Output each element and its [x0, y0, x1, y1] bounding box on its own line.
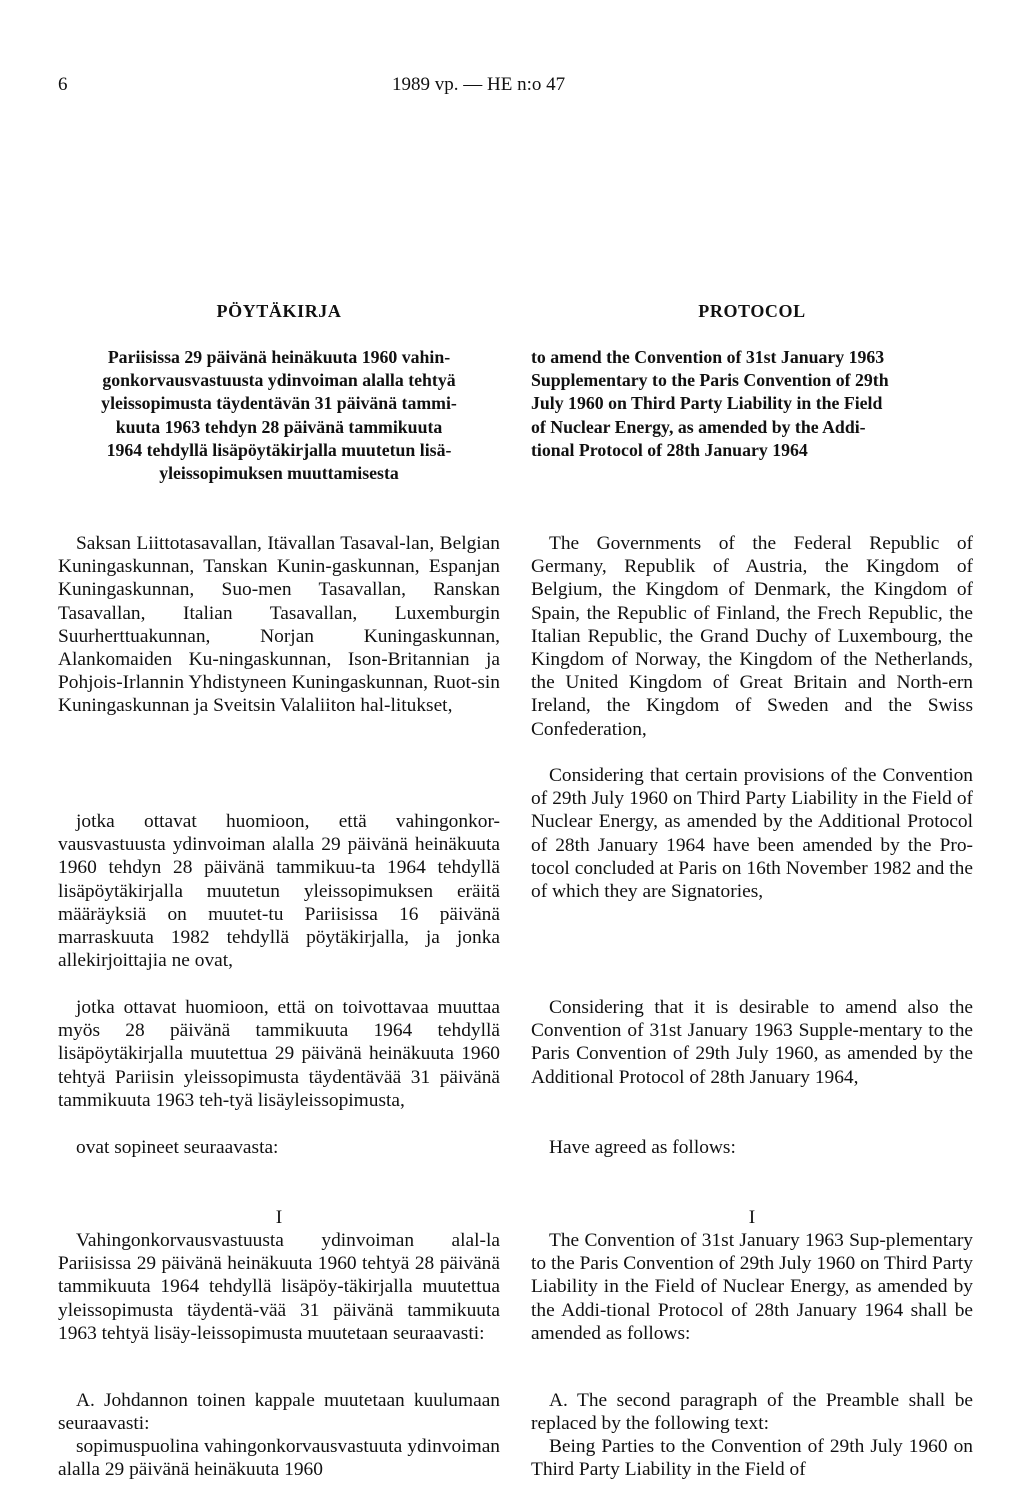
english-point-a: A. The second paragraph of the Preamble shall be replaced by the following text:	[531, 1390, 973, 1435]
english-subtitle-line: July 1960 on Third Party Liability in the Field	[531, 393, 883, 414]
finnish-subtitle-line: Pariisissa 29 päivänä heinäkuuta 1960 vahin-	[107, 347, 451, 367]
finnish-title: PÖYTÄKIRJA	[216, 301, 342, 321]
english-subtitle	[531, 346, 973, 532]
finnish-subtitle-line: kuuta 1963 tehdyn 28 päivänä tammikuuta	[115, 416, 443, 437]
english-column	[531, 300, 973, 1481]
english-article-number: I	[748, 1207, 756, 1228]
english-article-text: The Convention of 31st January 1963 Sup-plementary to the Paris Convention of 29th July 1960 on Third Party Liability in the Field of Nuclear Energy, as amended by the Addi-tional Protocol of 28th January 1964 shall be amended as follows:	[531, 1230, 973, 1344]
english-subtitle-line: of Nuclear Energy, as amended by the Addi-	[531, 416, 866, 437]
english-considering-2: Considering that it is desirable to amend also the Convention of 31st January 1963 Supple-mentary to the Paris Convention of 29th July 1960, as amended by the Additional Protocol of 28th January 1964,	[531, 997, 973, 1088]
page-header	[58, 74, 978, 104]
english-subtitle-line: to amend the Convention of 31st January 1963	[531, 347, 885, 367]
finnish-subtitle-line: yleissopimuksen muuttamisesta	[159, 463, 399, 484]
finnish-subtitle-line: 1964 tehdyllä lisäpöytäkirjalla muutetun lisä-	[106, 439, 452, 460]
english-point-a-text: Being Parties to the Convention of 29th July 1960 on Third Party Liability in the Field of	[531, 1436, 973, 1481]
english-parties: The Governments of the Federal Republic of Germany, Republik of Austria, the Kingdom of Belgium, the Kingdom of Denmark, the Kingdom of Spain, the Republic of Finland, the Frech Republic, the Italian Republic, the Grand Duchy of Luxembourg, the Kingdom of Norway, the Kingdom of the Netherlands, the United Kingdom of Great Britain and North-ern Ireland, the Kingdom of Sweden and the Swiss Confederation,	[531, 533, 973, 740]
finnish-article-number: I	[275, 1207, 283, 1228]
running-head: 1989 vp. — HE n:o 47	[392, 74, 566, 95]
finnish-article-text: Vahingonkorvausvastuusta ydinvoiman alal-la Pariisissa 29 päivänä heinäkuuta 1960 tehtyä 28 päivänä tammikuuta 1964 tehdyllä lisäpöy-täkirjalla muutettua yleissopimusta täydentä-vää 31 päivänä tammikuuta 1963 tehtyä lisäy-leissopimusta muutetaan seuraavasti:	[58, 1230, 500, 1344]
english-considering-1: Considering that certain provisions of the Convention of 29th July 1960 on Third Party Liability in the Field of Nuclear Energy, as amended by the Additional Protocol of 28th January 1964 have been amended by the Pro-tocol concluded at Paris on 16th November 1982 and the of which they are Signatories,	[531, 765, 973, 903]
english-title: PROTOCOL	[698, 301, 806, 321]
finnish-point-a: A. Johdannon toinen kappale muutetaan kuulumaan seuraavasti:	[58, 1390, 500, 1435]
english-subtitle-line: Supplementary to the Paris Convention of 29th	[531, 370, 889, 391]
finnish-considering-2: jotka ottavat huomioon, että on toivottavaa muuttaa myös 28 päivänä tammikuuta 1964 tehdyllä lisäpöytäkirjalla muutettua 29 päivänä heinäkuuta 1960 tehtyä Pariisin yleissopimusta täydentävää 31 päivänä tammikuuta 1963 teh-tyä lisäyleissopimusta,	[58, 997, 500, 1111]
english-subtitle-line: tional Protocol of 28th January 1964	[531, 439, 808, 460]
finnish-subtitle	[58, 346, 500, 532]
finnish-subtitle-line: gonkorvausvastuusta ydinvoiman alalla tehtyä	[102, 370, 456, 391]
finnish-parties: Saksan Liittotasavallan, Itävallan Tasaval-lan, Belgian Kuningaskunnan, Tanskan Kunin-gaskunnan, Espanjan Kuningaskunnan, Suo-men Tasavallan, Ranskan Tasavallan, Italian Tasavallan, Luxemburgin Suurherttuakunnan, Norjan Kuningaskunnan, Alankomaiden Ku-ningaskunnan, Ison-Britannian ja Pohjois-Irlannin Yhdistyneen Kuningaskunnan, Ruot-sin Kuningaskunnan ja Sveitsin Valaliiton hal-litukset,	[58, 533, 500, 717]
finnish-column	[58, 300, 500, 1481]
finnish-agreed: ovat sopineet seuraavasta:	[76, 1137, 279, 1158]
finnish-point-a-text: sopimuspuolina vahingonkorvausvastuuta ydinvoiman alalla 29 päivänä heinäkuuta 1960	[58, 1436, 500, 1481]
english-agreed: Have agreed as follows:	[549, 1137, 736, 1158]
finnish-subtitle-line: yleissopimusta täydentävän 31 päivänä tammi-	[101, 393, 457, 414]
finnish-considering-1: jotka ottavat huomioon, että vahingonkor-vausvastuusta ydinvoiman alalla 29 päivänä heinäkuuta 1960 tehdyn 28 päivänä tammikuu-ta 1964 tehdyllä lisäpöytäkirjalla muutetun yleissopimuksen eräitä määräyksiä on muutet-tu Pariisissa 16 päivänä marraskuuta 1982 tehdyllä pöytäkirjalla, ja jonka allekirjoittajia ne ovat,	[58, 811, 500, 972]
page-number: 6	[58, 74, 68, 95]
